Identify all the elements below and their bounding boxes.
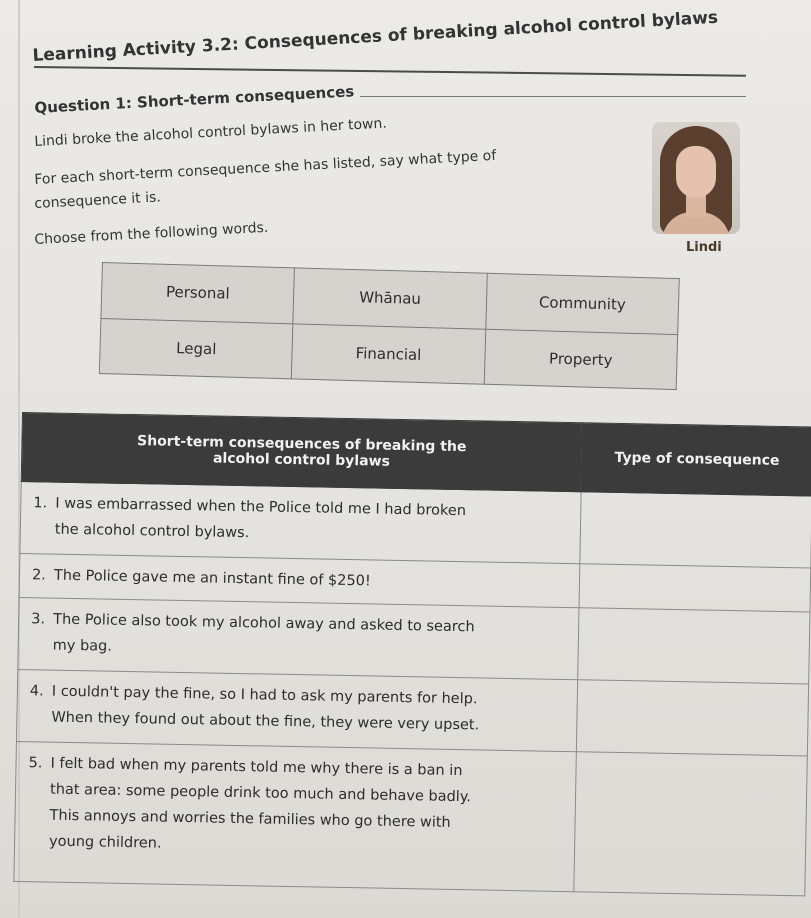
row-number: 2. (31, 567, 46, 584)
consequence-line: I was embarrassed when the Police told me I had broken (55, 495, 467, 520)
consequence-cell (16, 669, 577, 751)
header-type: Type of consequence (581, 423, 811, 496)
intro-line-4: Choose from the following words. (34, 219, 269, 248)
consequence-line: I felt bad when my parents told me why there is a ban in (50, 755, 463, 780)
activity-title: Learning Activity 3.2: Consequences of breaking alcohol control bylaws (32, 7, 719, 66)
consequence-line: young children. (48, 833, 162, 852)
type-answer-cell[interactable] (577, 608, 810, 684)
consequence-cell (14, 741, 576, 891)
lindi-photo (652, 122, 740, 234)
row-number: 5. (28, 755, 43, 772)
header-consequences: Short-term consequences of breaking the alcohol control bylaws (21, 413, 582, 492)
consequence-cell (18, 597, 579, 679)
consequence-line: the alcohol control bylaws. (54, 521, 250, 542)
word-bank-cell: Financial (292, 323, 486, 384)
type-answer-cell[interactable] (573, 752, 807, 896)
word-bank-cell: Whānau (293, 268, 487, 329)
row-number: 1. (33, 495, 48, 512)
word-bank-table (99, 262, 680, 390)
intro-line-1: Lindi broke the alcohol control bylaws in her town. (34, 115, 388, 150)
intro-line-2: For each short-term consequence she has listed, say what type of (34, 147, 497, 188)
consequence-line: The Police gave me an instant fine of $250! (53, 567, 371, 590)
consequences-table (13, 412, 811, 896)
title-divider (34, 66, 746, 77)
consequence-line: The Police also took my alcohol away and asked to search (53, 611, 475, 636)
consequence-line: my bag. (52, 637, 113, 655)
row-number: 3. (31, 611, 46, 628)
consequence-line: I couldn't pay the fine, so I had to ask my parents for help. (51, 683, 478, 708)
question-divider (360, 96, 746, 97)
consequence-line: When they found out about the fine, they were very upset. (51, 709, 480, 734)
word-bank-cell: Legal (99, 318, 293, 379)
type-answer-cell[interactable] (579, 492, 811, 568)
consequence-line: that area: some people drink too much and behave badly. (49, 781, 472, 806)
photo-caption: Lindi (686, 240, 722, 255)
word-bank-cell: Personal (101, 263, 295, 324)
row-number: 4. (29, 683, 44, 700)
type-answer-cell[interactable] (579, 564, 811, 612)
type-answer-cell[interactable] (576, 680, 809, 756)
intro-line-3: consequence it is. (34, 189, 162, 212)
table-row (14, 741, 807, 895)
consequence-line: This annoys and worries the families who go there with (49, 807, 451, 831)
consequence-cell (20, 481, 581, 563)
word-bank-cell: Property (484, 329, 678, 390)
question-heading: Question 1: Short-term consequences (34, 82, 355, 117)
word-bank-cell: Community (485, 273, 679, 334)
